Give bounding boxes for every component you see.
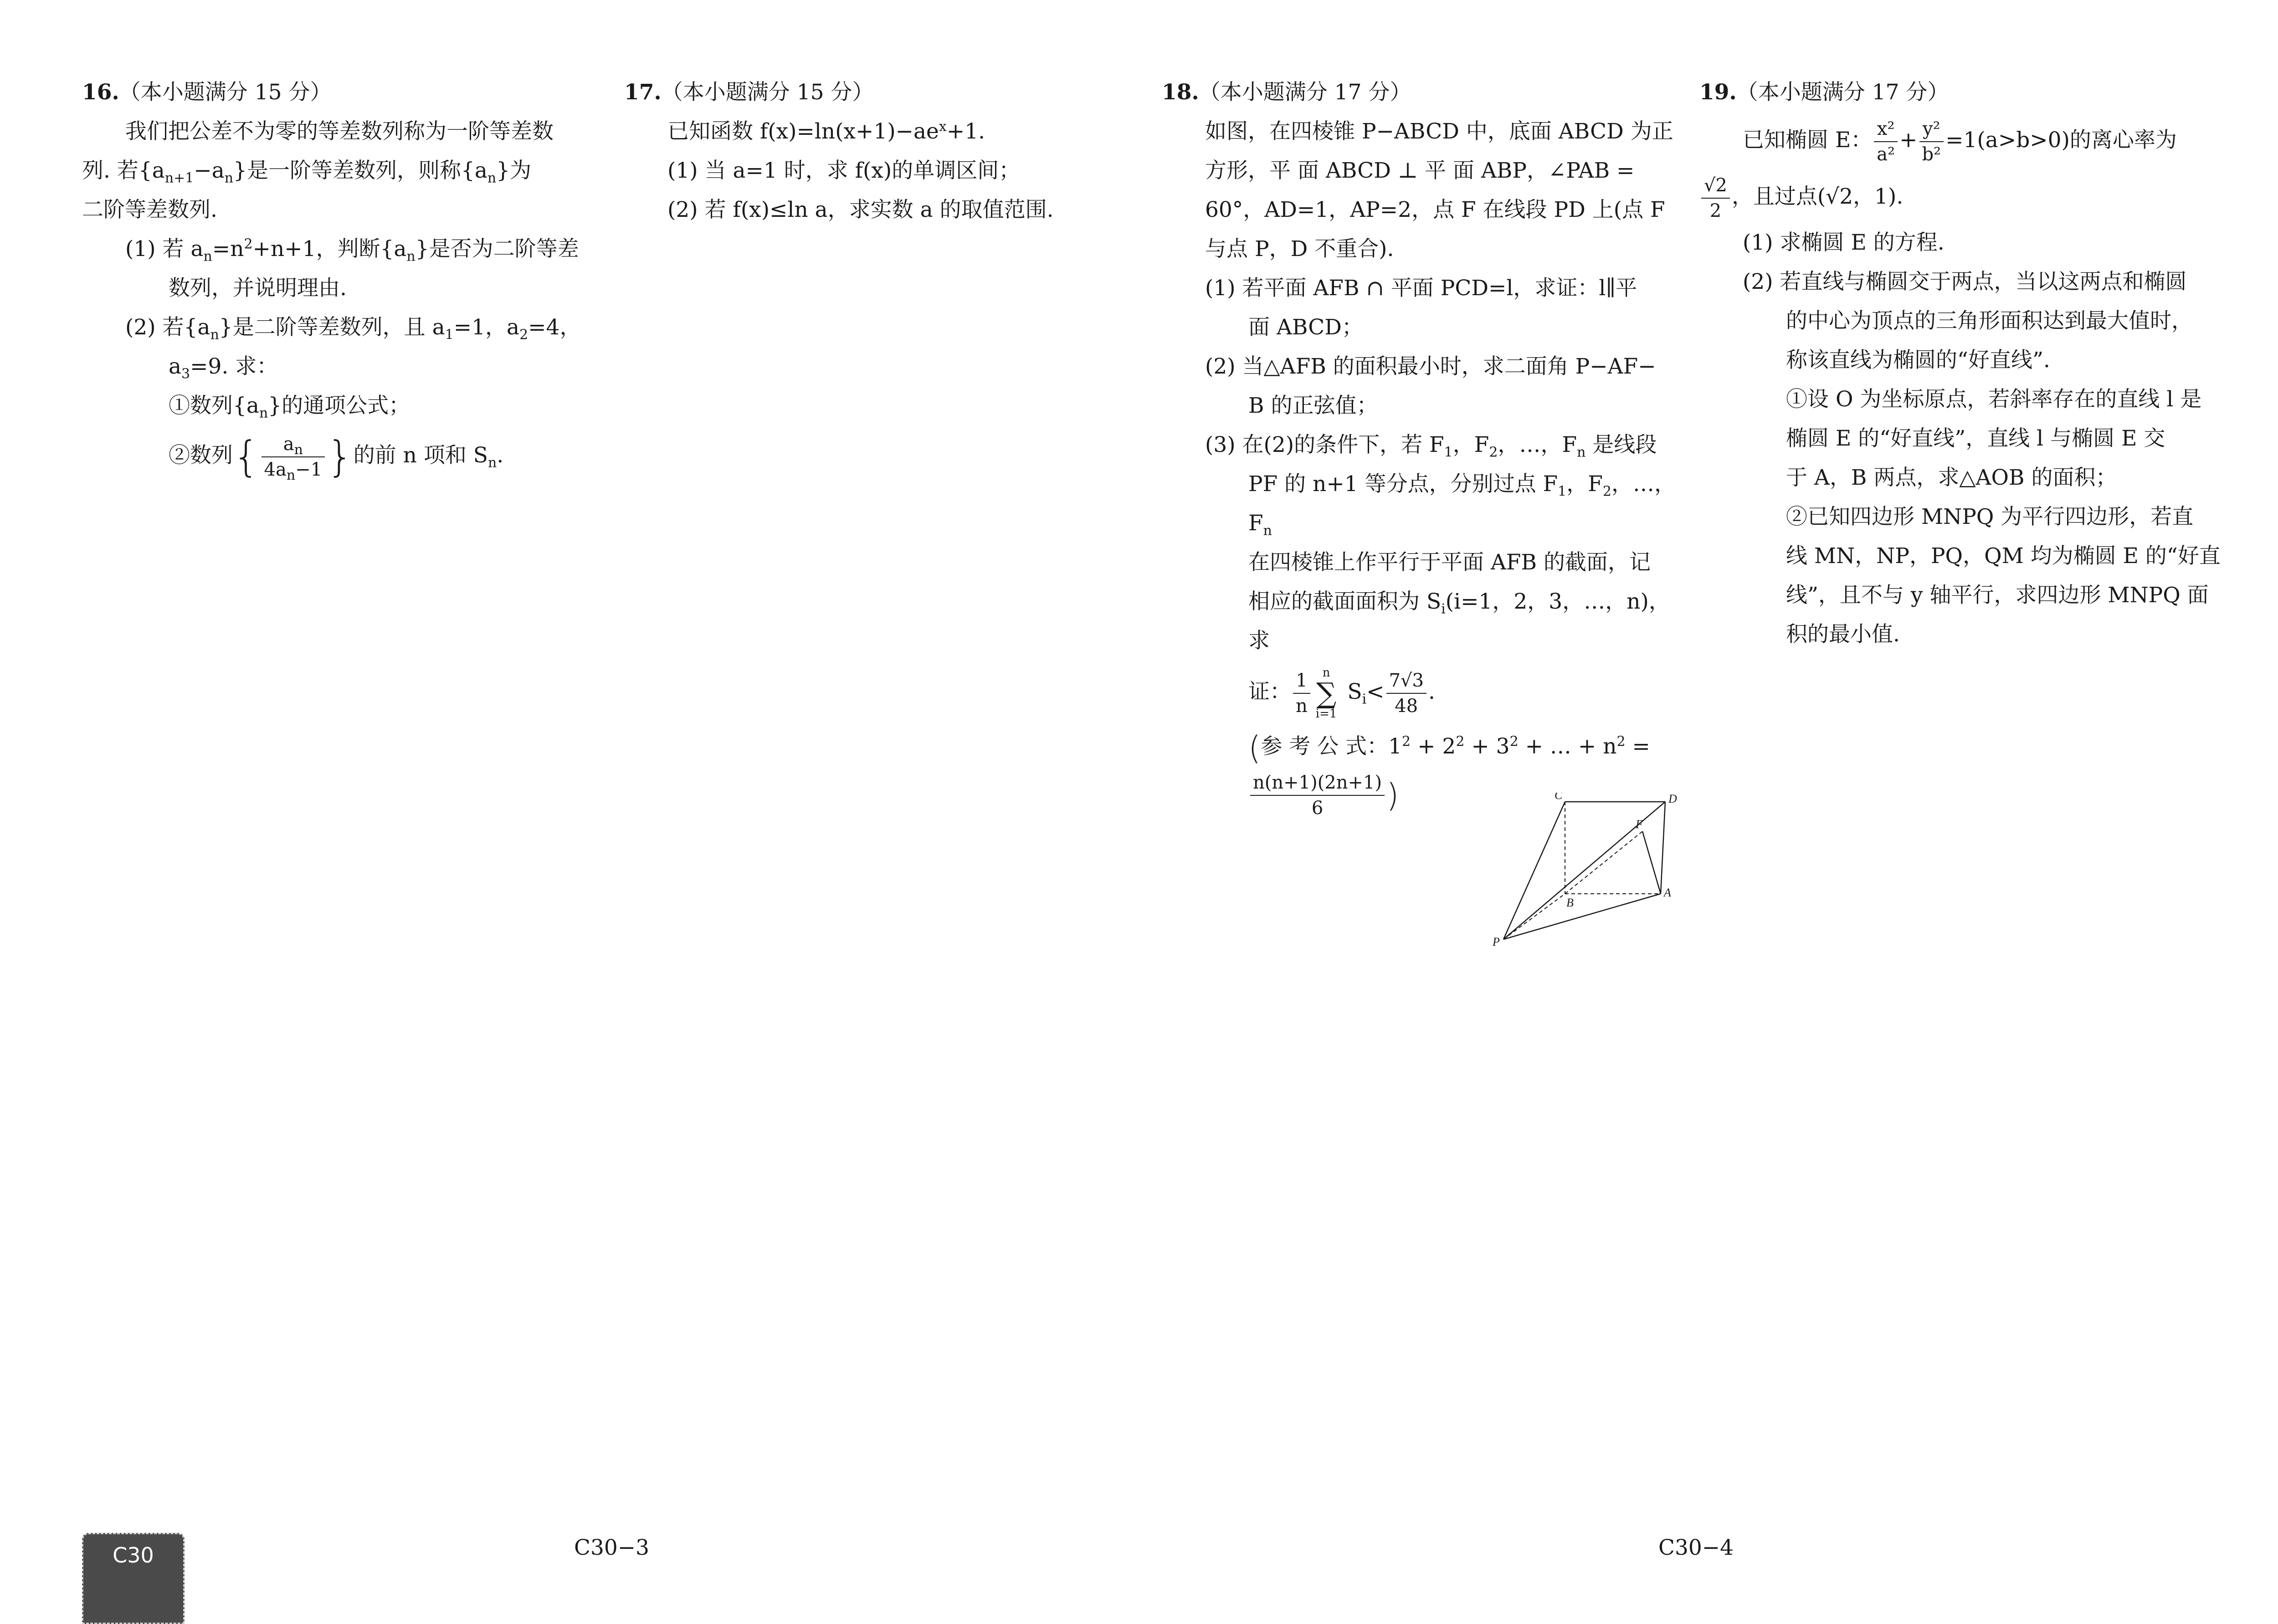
q19-subpart2-line3: 线”，且不与 y 轴平行，求四边形 MNPQ 面 (1786, 583, 2209, 608)
label-c: C (1555, 793, 1563, 802)
summation-symbol: n ∑ i=1 (1315, 666, 1337, 721)
question-number: 19. (1699, 80, 1737, 105)
question-16-header (82, 73, 601, 112)
question-18 (1162, 73, 1677, 820)
label-p: P (1493, 935, 1500, 948)
q16-intro-line3: 二阶等差数列. (82, 197, 217, 222)
q16-part1-cont: 数列，并说明理由. (169, 276, 347, 301)
q16-intro-line2: 列. 若$\{a_{n+1}-a_n\}$是一阶等差数列，则称$\{a_n\}$为 (82, 158, 532, 186)
label-f: F (1636, 818, 1643, 831)
q18-reference-formula: (参 考 公 式：$1^2 + 2^2 + 3^2$ + … + $n^2$ = (1248, 729, 1650, 767)
q18-part3-line3: 在四棱锥上作平行于平面 AFB 的截面，记 (1248, 550, 1651, 575)
label-d: D (1668, 793, 1677, 805)
q18-part2: (2) 当△AFB 的面积最小时，求二面角 P−AF− (1205, 354, 1656, 379)
q18-part2-cont: B 的正弦值； (1248, 393, 1378, 418)
q19-intro-line1: 已知椭圆 E： $\frac{\text{x²}}{\text{a²}}$ + $\frac{\text{y²}}{\text{b²}}$ =1(a>b>0)的离心率为 (1699, 117, 2223, 167)
pyramid-figure (1485, 793, 1686, 957)
q19-part2-line2: 的中心为顶点的三角形面积达到最大值时， (1786, 308, 2193, 333)
q16-subpart2: ②数列{ $\frac{a_n}{4a_n-1}$ }的前 n 项和 $S_n$. (169, 432, 504, 483)
q16-part2: (2) 若$\{a_n\}$是二阶等差数列，且 $a_1=1$，$a_2=4$， (125, 315, 581, 343)
q18-reference-formula-cont: $\frac{n(n+1)(2n+1)}{6}$ ) (1162, 770, 1677, 820)
question-19 (1699, 73, 2223, 654)
q18-part3: (3) 在(2)的条件下，若 $F_1$，$F_2$，…，$F_n$ 是线段 (1205, 432, 1657, 461)
q17-intro: 已知函数 $f(x)=\ln(x+1)-ae^x+1$. (667, 118, 985, 144)
q18-intro-line3: 60°，AD=1，AP=2，点 F 在线段 PD 上(点 F (1205, 197, 1665, 222)
q18-intro-line2: 方形，平 面 ABCD ⊥ 平 面 ABP，∠PAB = (1205, 158, 1635, 183)
q19-subpart2-line2: 线 MN，NP，PQ，QM 均为椭圆 E 的“好直 (1786, 543, 2221, 569)
q18-part3-line4: 相应的截面面积为 $S_i(i=1$，2，3，…，n)，求 (1248, 589, 1670, 653)
q19-subpart1-line3: 于 A，B 两点，求△AOB 的面积； (1786, 465, 2117, 490)
q17-part2: (2) 若 f(x)≤ln a，求实数 a 的取值范围. (667, 197, 1054, 222)
question-number: 16. (82, 80, 119, 105)
q16-intro-line1: 我们把公差不为零的等差数列称为一阶等差数 (125, 119, 554, 144)
q16-part2-cont: $a_3=9$. 求： (169, 354, 278, 382)
question-17-header (624, 73, 1098, 112)
label-a: A (1664, 886, 1671, 899)
q18-part3-line2: PF 的 n+1 等分点，分别过点 $F_1$，$F_2$，…，$F_n$ (1248, 471, 1676, 539)
q19-part1: (1) 求椭圆 E 的方程. (1743, 230, 1945, 255)
q19-part2-line3: 称该直线为椭圆的“好直线”. (1786, 348, 2050, 373)
score-note: （本小题满分 17 分） (1736, 80, 1949, 105)
sequence-fraction: $\frac{a_n}{4a_n-1}$ (262, 432, 325, 482)
q19-subpart2-line4: 积的最小值. (1786, 622, 1900, 647)
question-number: 17. (624, 80, 662, 105)
label-b: B (1566, 896, 1574, 909)
q16-part1: (1) 若 $a_n=n^2+n+1$，判断$\{a_n\}$是否为二阶等差 (125, 236, 579, 265)
q17-part1: (1) 当 a=1 时，求 f(x)的单调区间； (667, 158, 1021, 183)
question-17 (624, 73, 1098, 230)
q19-subpart1-line2: 椭圆 E 的“好直线”，直线 l 与椭圆 E 交 (1786, 426, 2165, 451)
question-19-header (1699, 73, 2223, 112)
q19-intro-line2: $\frac{√2}{2}$ ，且过点(√2，1). (1699, 173, 2223, 223)
q19-part2: (2) 若直线与椭圆交于两点，当以这两点和椭圆 (1743, 269, 2187, 294)
question-16 (82, 73, 601, 482)
q19-subpart1-line1: ①设 O 为坐标原点，若斜率存在的直线 l 是 (1786, 387, 2202, 412)
score-note: （本小题满分 17 分） (1199, 80, 1411, 105)
question-18-header (1162, 73, 1677, 112)
q18-intro-line4: 与点 P，D 不重合). (1205, 236, 1394, 261)
q18-intro-line1: 如图，在四棱锥 P−ABCD 中，底面 ABCD 为正 (1205, 119, 1673, 144)
page-number-right: C30−4 (1658, 1535, 1734, 1560)
q18-part3-inequality: 证： $\frac{1}{n}$ n ∑ i=1 $S_i<$ $\frac{7√3}{48}$ . (1248, 666, 1435, 721)
question-number: 18. (1162, 80, 1199, 105)
q18-part1: (1) 若平面 AFB ∩ 平面 PCD=l，求证：l∥平 (1205, 276, 1637, 301)
pyramid-diagram (1485, 793, 1686, 957)
q18-part1-cont: 面 ABCD； (1248, 315, 1363, 340)
score-note: （本小题满分 15 分） (119, 80, 332, 105)
q19-subpart2-line1: ②已知四边形 MNPQ 为平行四边形，若直 (1786, 504, 2194, 529)
page-number-left: C30−3 (574, 1535, 650, 1560)
exam-code-tag: C30 (82, 1533, 185, 1624)
score-note: （本小题满分 15 分） (661, 80, 874, 105)
q16-subpart1: ①数列$\{a_n\}$的通项公式； (169, 393, 410, 421)
